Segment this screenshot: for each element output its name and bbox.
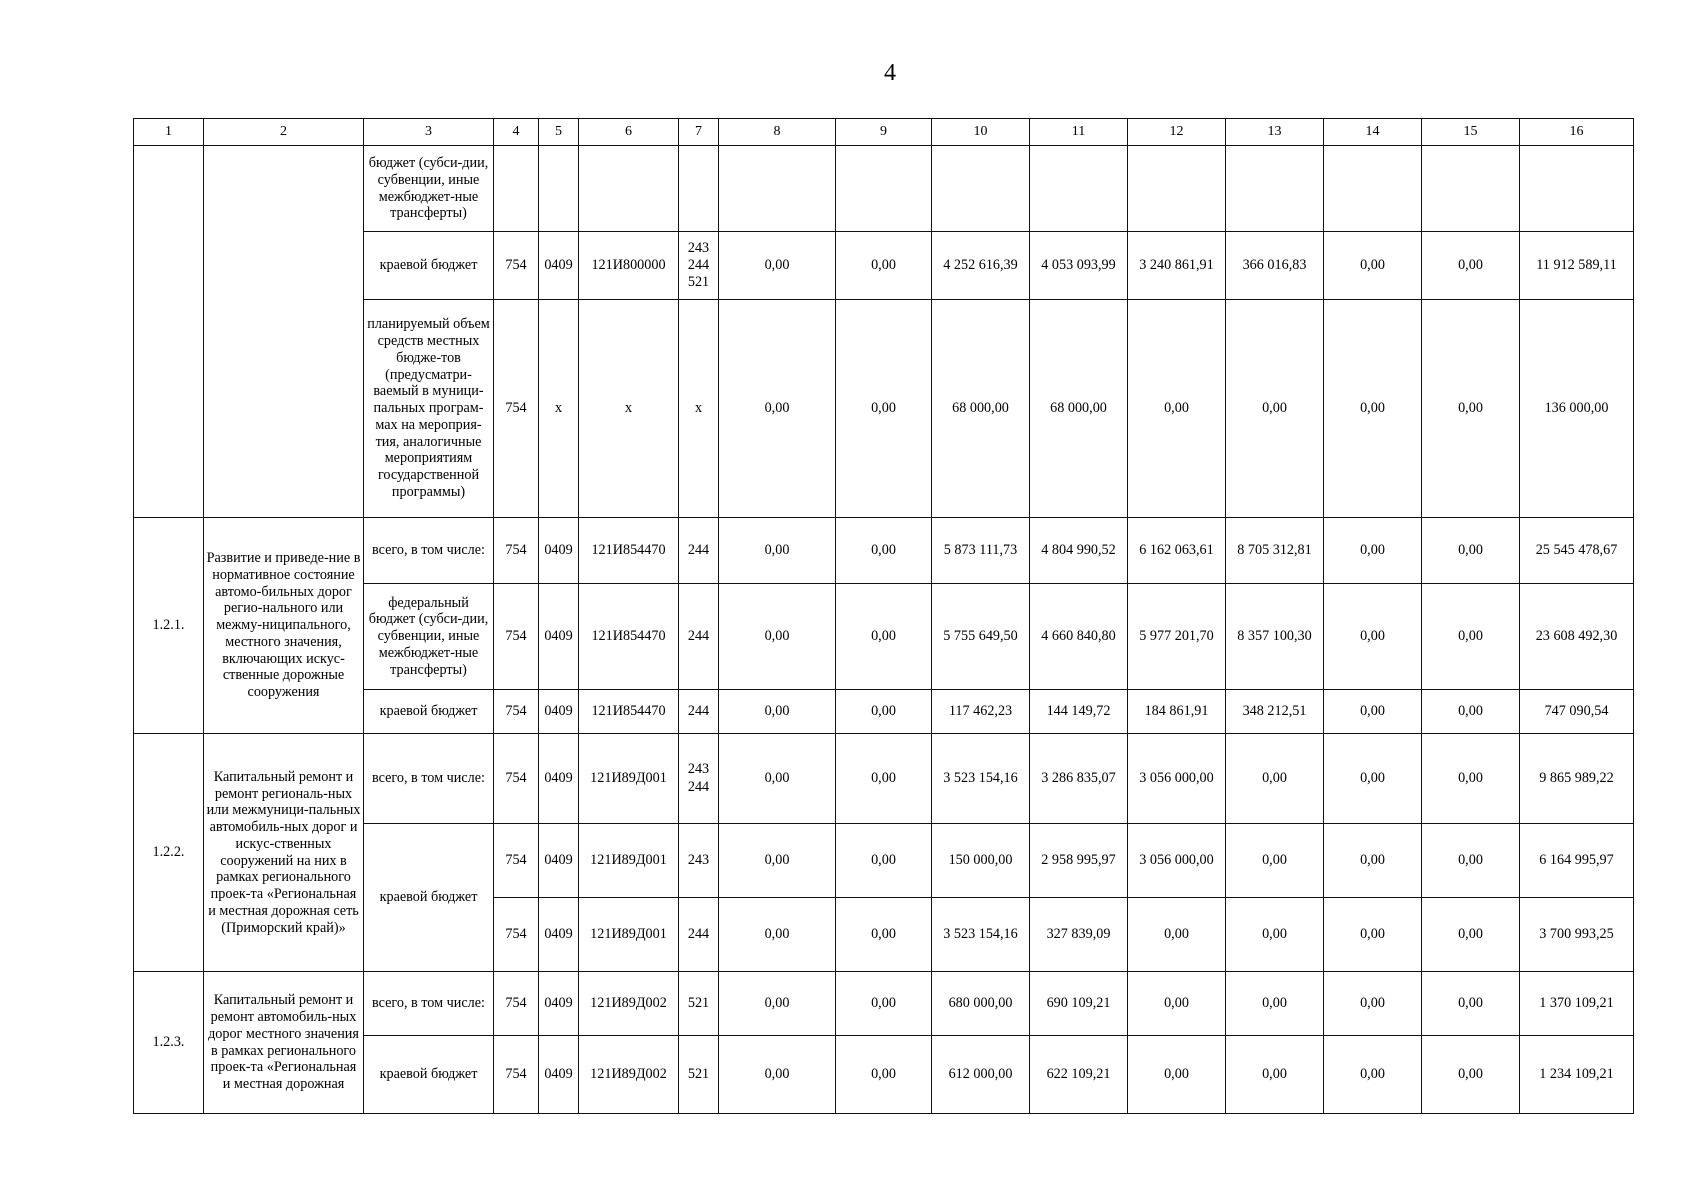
cell-c9: 0,00: [836, 584, 932, 690]
header-cell: 16: [1520, 119, 1634, 146]
table-row: [134, 146, 1634, 232]
cell-c13: 8 357 100,30: [1226, 584, 1324, 690]
cell-c10: 150 000,00: [932, 824, 1030, 898]
cell-c5: 0409: [539, 1036, 579, 1114]
empty-cell: [1226, 146, 1324, 232]
cell-c9: 0,00: [836, 232, 932, 300]
cell-c11: 3 286 835,07: [1030, 734, 1128, 824]
table-row: [134, 734, 1634, 824]
cell-c8: 0,00: [719, 972, 836, 1036]
header-cell: 12: [1128, 119, 1226, 146]
empty-cell: [1030, 146, 1128, 232]
cell-c11: 4 053 093,99: [1030, 232, 1128, 300]
empty-cell: [1520, 146, 1634, 232]
cell-c9: 0,00: [836, 972, 932, 1036]
header-cell: 6: [579, 119, 679, 146]
header-cell: 5: [539, 119, 579, 146]
cell-c7: 243: [679, 824, 719, 898]
cell-c5: 0409: [539, 824, 579, 898]
header-cell: 14: [1324, 119, 1422, 146]
cell-c4: 754: [494, 824, 539, 898]
cell-c9: 0,00: [836, 518, 932, 584]
cell-c4: 754: [494, 898, 539, 972]
cell-c10: 5 755 649,50: [932, 584, 1030, 690]
cell-c14: 0,00: [1324, 518, 1422, 584]
cell-c11: 144 149,72: [1030, 690, 1128, 734]
cell-c4: 754: [494, 518, 539, 584]
cell-c7: 244: [679, 584, 719, 690]
header-cell: 2: [204, 119, 364, 146]
header-cell: 4: [494, 119, 539, 146]
cell-c11: 2 958 995,97: [1030, 824, 1128, 898]
cell-c15: 0,00: [1422, 518, 1520, 584]
cell-c8: 0,00: [719, 232, 836, 300]
cell-c15: 0,00: [1422, 1036, 1520, 1114]
cell-c11: 327 839,09: [1030, 898, 1128, 972]
cell-c13: 0,00: [1226, 734, 1324, 824]
cell-c5: 0409: [539, 690, 579, 734]
item-number-cell: [134, 146, 204, 518]
cell-c16: 136 000,00: [1520, 300, 1634, 518]
cell-c13: 0,00: [1226, 1036, 1324, 1114]
cell-c6: 121И89Д002: [579, 972, 679, 1036]
header-cell: 11: [1030, 119, 1128, 146]
cell-c12: 0,00: [1128, 300, 1226, 518]
cell-c8: 0,00: [719, 300, 836, 518]
empty-cell: [836, 146, 932, 232]
cell-c5: 0409: [539, 972, 579, 1036]
cell-c8: 0,00: [719, 690, 836, 734]
cell-c7: 243 244: [679, 734, 719, 824]
header-cell: 15: [1422, 119, 1520, 146]
cell-c4: 754: [494, 972, 539, 1036]
empty-cell: [1128, 146, 1226, 232]
cell-c7: 244: [679, 518, 719, 584]
empty-cell: [1324, 146, 1422, 232]
cell-c12: 3 056 000,00: [1128, 824, 1226, 898]
page-number: 4: [884, 60, 896, 86]
cell-c12: 0,00: [1128, 1036, 1226, 1114]
cell-c16: 11 912 589,11: [1520, 232, 1634, 300]
cell-c12: 6 162 063,61: [1128, 518, 1226, 584]
budget-table: [133, 118, 1634, 1114]
cell-c6: 121И89Д001: [579, 898, 679, 972]
cell-c5: 0409: [539, 898, 579, 972]
cell-c7: 244: [679, 898, 719, 972]
cell-c12: 0,00: [1128, 972, 1226, 1036]
funding-source: всего, в том числе:: [364, 518, 494, 584]
cell-c16: 6 164 995,97: [1520, 824, 1634, 898]
cell-c9: 0,00: [836, 300, 932, 518]
cell-c7: 244: [679, 690, 719, 734]
cell-c14: 0,00: [1324, 690, 1422, 734]
cell-c15: 0,00: [1422, 300, 1520, 518]
cell-c5: 0409: [539, 584, 579, 690]
cell-c13: 348 212,51: [1226, 690, 1324, 734]
cell-c12: 0,00: [1128, 898, 1226, 972]
cell-c8: 0,00: [719, 584, 836, 690]
cell-c4: 754: [494, 232, 539, 300]
cell-c11: 622 109,21: [1030, 1036, 1128, 1114]
cell-c14: 0,00: [1324, 972, 1422, 1036]
funding-source: краевой бюджет: [364, 690, 494, 734]
empty-cell: [494, 146, 539, 232]
cell-c6: 121И854470: [579, 690, 679, 734]
cell-c11: 68 000,00: [1030, 300, 1128, 518]
cell-c16: 25 545 478,67: [1520, 518, 1634, 584]
funding-source: краевой бюджет: [364, 1036, 494, 1114]
item-name: Капитальный ремонт и ремонт региональ-ных или межмуници-пальных автомобиль-ных дорог и искус-ственных сооружений на них в рамках регионального проек-та «Региональная и местная дорожная сеть (Приморский край)»: [204, 734, 364, 972]
cell-c10: 3 523 154,16: [932, 898, 1030, 972]
item-name: Развитие и приведе-ние в нормативное состояние автомо-бильных дорог регио-нального или межму-ниципального, местного значения, включающих искус-ственные дорожные сооружения: [204, 518, 364, 734]
header-cell: 7: [679, 119, 719, 146]
header-cell: 10: [932, 119, 1030, 146]
cell-c5: 0409: [539, 232, 579, 300]
item-name-cell: [204, 146, 364, 518]
cell-c8: 0,00: [719, 734, 836, 824]
cell-c12: 184 861,91: [1128, 690, 1226, 734]
cell-c14: 0,00: [1324, 584, 1422, 690]
cell-c8: 0,00: [719, 898, 836, 972]
cell-c14: 0,00: [1324, 824, 1422, 898]
table-row: [134, 518, 1634, 584]
item-name: Капитальный ремонт и ремонт автомобиль-ных дорог местного значения в рамках регионального проек-та «Региональная и местная дорожная: [204, 972, 364, 1114]
funding-source: бюджет (субси-дии, субвенции, иные межбюджет-ные трансферты): [364, 146, 494, 232]
cell-c4: 754: [494, 300, 539, 518]
cell-c7: 243 244 521: [679, 232, 719, 300]
cell-c13: 8 705 312,81: [1226, 518, 1324, 584]
cell-c7: 521: [679, 1036, 719, 1114]
header-row: [134, 119, 1634, 146]
cell-c13: 0,00: [1226, 972, 1324, 1036]
funding-source: всего, в том числе:: [364, 734, 494, 824]
cell-c13: 0,00: [1226, 300, 1324, 518]
cell-c10: 117 462,23: [932, 690, 1030, 734]
cell-c16: 3 700 993,25: [1520, 898, 1634, 972]
item-number: 1.2.3.: [134, 972, 204, 1114]
item-number: 1.2.2.: [134, 734, 204, 972]
cell-c12: 3 056 000,00: [1128, 734, 1226, 824]
cell-c16: 1 234 109,21: [1520, 1036, 1634, 1114]
cell-c4: 754: [494, 690, 539, 734]
cell-c6: 121И89Д002: [579, 1036, 679, 1114]
header-cell: 1: [134, 119, 204, 146]
cell-c7: x: [679, 300, 719, 518]
funding-source: краевой бюджет: [364, 824, 494, 972]
cell-c16: 9 865 989,22: [1520, 734, 1634, 824]
cell-c9: 0,00: [836, 690, 932, 734]
cell-c13: 366 016,83: [1226, 232, 1324, 300]
cell-c9: 0,00: [836, 734, 932, 824]
empty-cell: [719, 146, 836, 232]
cell-c10: 612 000,00: [932, 1036, 1030, 1114]
header-cell: 9: [836, 119, 932, 146]
cell-c14: 0,00: [1324, 898, 1422, 972]
cell-c5: x: [539, 300, 579, 518]
cell-c15: 0,00: [1422, 690, 1520, 734]
cell-c12: 5 977 201,70: [1128, 584, 1226, 690]
funding-source: краевой бюджет: [364, 232, 494, 300]
funding-source: федеральный бюджет (субси-дии, субвенции, иные межбюджет-ные трансферты): [364, 584, 494, 690]
cell-c10: 4 252 616,39: [932, 232, 1030, 300]
table-row: [134, 972, 1634, 1036]
cell-c5: 0409: [539, 734, 579, 824]
cell-c15: 0,00: [1422, 898, 1520, 972]
cell-c8: 0,00: [719, 1036, 836, 1114]
cell-c9: 0,00: [836, 824, 932, 898]
funding-source: планируемый объем средств местных бюдже-тов (предусматри-ваемый в муници-пальных програм-мах на мероприя-тия, аналогичные мероприятиям государственной программы): [364, 300, 494, 518]
empty-cell: [679, 146, 719, 232]
cell-c5: 0409: [539, 518, 579, 584]
cell-c15: 0,00: [1422, 972, 1520, 1036]
cell-c10: 68 000,00: [932, 300, 1030, 518]
header-cell: 13: [1226, 119, 1324, 146]
cell-c10: 5 873 111,73: [932, 518, 1030, 584]
cell-c16: 747 090,54: [1520, 690, 1634, 734]
cell-c6: 121И89Д001: [579, 824, 679, 898]
empty-cell: [539, 146, 579, 232]
cell-c15: 0,00: [1422, 734, 1520, 824]
cell-c15: 0,00: [1422, 824, 1520, 898]
cell-c7: 521: [679, 972, 719, 1036]
cell-c6: 121И89Д001: [579, 734, 679, 824]
cell-c11: 4 804 990,52: [1030, 518, 1128, 584]
empty-cell: [579, 146, 679, 232]
cell-c15: 0,00: [1422, 232, 1520, 300]
cell-c6: 121И854470: [579, 518, 679, 584]
cell-c11: 690 109,21: [1030, 972, 1128, 1036]
cell-c14: 0,00: [1324, 734, 1422, 824]
cell-c10: 680 000,00: [932, 972, 1030, 1036]
cell-c6: 121И800000: [579, 232, 679, 300]
cell-c4: 754: [494, 584, 539, 690]
cell-c8: 0,00: [719, 518, 836, 584]
header-cell: 3: [364, 119, 494, 146]
cell-c4: 754: [494, 734, 539, 824]
item-number: 1.2.1.: [134, 518, 204, 734]
empty-cell: [1422, 146, 1520, 232]
cell-c6: x: [579, 300, 679, 518]
cell-c9: 0,00: [836, 898, 932, 972]
cell-c12: 3 240 861,91: [1128, 232, 1226, 300]
cell-c8: 0,00: [719, 824, 836, 898]
cell-c9: 0,00: [836, 1036, 932, 1114]
cell-c14: 0,00: [1324, 300, 1422, 518]
cell-c16: 23 608 492,30: [1520, 584, 1634, 690]
cell-c13: 0,00: [1226, 898, 1324, 972]
cell-c14: 0,00: [1324, 232, 1422, 300]
funding-source: всего, в том числе:: [364, 972, 494, 1036]
cell-c4: 754: [494, 1036, 539, 1114]
cell-c15: 0,00: [1422, 584, 1520, 690]
cell-c10: 3 523 154,16: [932, 734, 1030, 824]
cell-c11: 4 660 840,80: [1030, 584, 1128, 690]
header-cell: 8: [719, 119, 836, 146]
cell-c14: 0,00: [1324, 1036, 1422, 1114]
empty-cell: [932, 146, 1030, 232]
cell-c13: 0,00: [1226, 824, 1324, 898]
cell-c6: 121И854470: [579, 584, 679, 690]
cell-c16: 1 370 109,21: [1520, 972, 1634, 1036]
